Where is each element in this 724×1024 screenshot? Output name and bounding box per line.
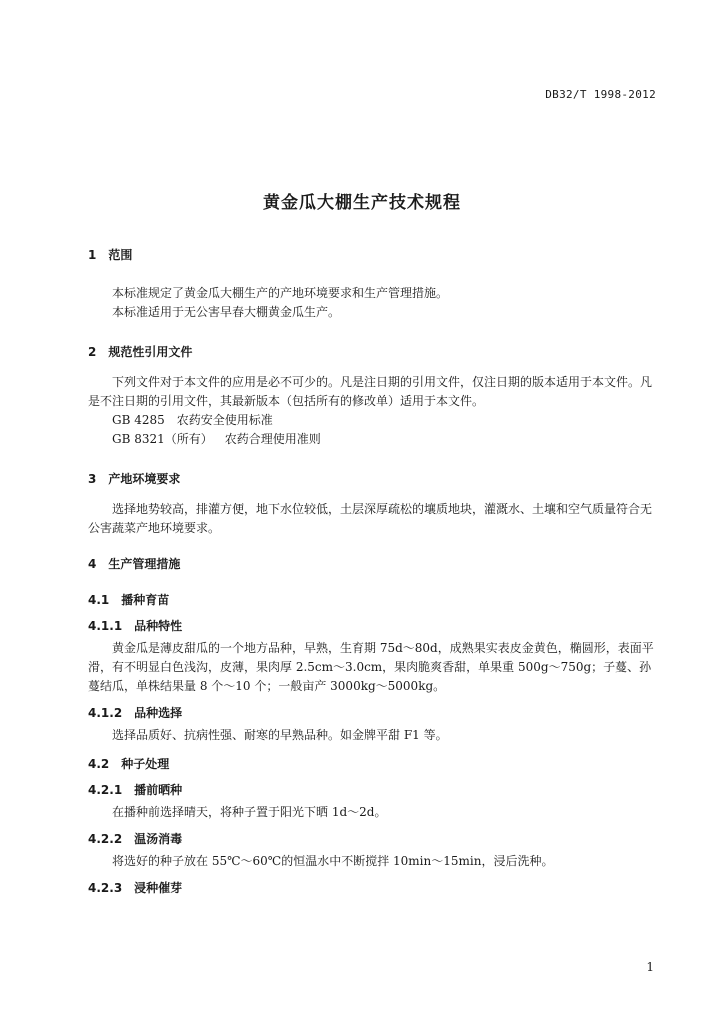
- section-heading-3: 3 产地环境要求: [88, 472, 181, 486]
- section-heading-4-2-1: 4.2.1 播前晒种: [88, 783, 183, 797]
- section-heading-2: 2 规范性引用文件: [88, 345, 193, 359]
- paragraph: 本标准规定了黄金瓜大棚生产的产地环境要求和生产管理措施。: [112, 286, 449, 300]
- reference-item: GB 8321（所有） 农药合理使用准则: [112, 432, 321, 446]
- standard-code: DB32/T 1998-2012: [545, 88, 656, 101]
- page-number: 1: [646, 960, 654, 974]
- section-heading-4: 4 生产管理措施: [88, 557, 181, 571]
- section-heading-4-2: 4.2 种子处理: [88, 757, 170, 771]
- section-heading-4-2-3: 4.2.3 浸种催芽: [88, 881, 183, 895]
- section-heading-4-1-1: 4.1.1 品种特性: [88, 619, 183, 633]
- paragraph: 本标准适用于无公害早春大棚黄金瓜生产。: [112, 305, 341, 319]
- document-title: 黄金瓜大棚生产技术规程: [263, 193, 461, 213]
- section-heading-1: 1 范围: [88, 248, 133, 262]
- paragraph: 下列文件对于本文件的应用是必不可少的。凡是注日期的引用文件，仅注日期的版本适用于本文件。凡是不注日期的引用文件，其最新版本（包括所有的修改单）适用于本文件。: [88, 375, 653, 408]
- paragraph: 在播种前选择晴天，将种子置于阳光下晒 1d～2d。: [112, 805, 387, 819]
- reference-item: GB 4285 农药安全使用标准: [112, 413, 273, 427]
- paragraph: 选择品质好、抗病性强、耐寒的早熟品种。如金牌平甜 F1 等。: [112, 728, 448, 742]
- paragraph: 黄金瓜是薄皮甜瓜的一个地方品种，早熟，生育期 75d～80d，成熟果实表皮金黄色，椭圆形，表面平滑，有不明显白色浅沟，皮薄，果肉厚 2.5cm～3.0cm，果肉脆爽香甜，单果重 500g～750g；子蔓、孙蔓结瓜，单株结果量 8 个～10 个；一般亩产 3000kg～5000kg。: [88, 641, 654, 693]
- section-heading-4-1: 4.1 播种育苗: [88, 593, 170, 607]
- section-heading-4-2-2: 4.2.2 温汤消毒: [88, 832, 183, 846]
- paragraph: 将选好的种子放在 55℃～60℃的恒温水中不断搅拌 10min～15min，浸后洗种。: [112, 854, 554, 868]
- section-heading-4-1-2: 4.1.2 品种选择: [88, 706, 183, 720]
- document-body: [88, 246, 656, 897]
- paragraph: 选择地势较高，排灌方便，地下水位较低，土层深厚疏松的壤质地块，灌溉水、土壤和空气质量符合无公害蔬菜产地环境要求。: [88, 502, 653, 535]
